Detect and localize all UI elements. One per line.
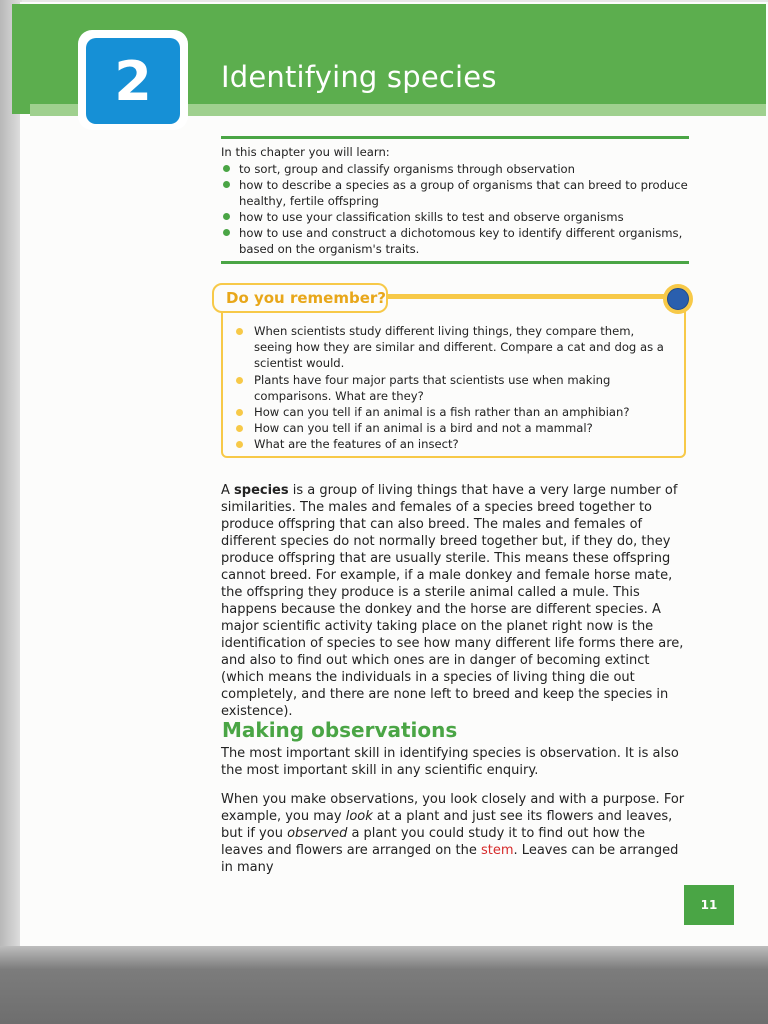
bullet-icon (223, 181, 230, 188)
learn-list (221, 161, 691, 257)
list-item: How can you tell if an animal is a fish rather than an amphibian? (236, 404, 676, 420)
observations-paragraph-2: When you make observations, you look closely and with a purpose. For example, you may look at a plant and just see its flowers and leaves, but if you observed a plant you could study it to find out how the leaves and flowers are arranged on the stem. Leaves can be arranged in many (221, 792, 685, 875)
keyword-stem[interactable]: stem (481, 843, 514, 858)
bullet-icon (236, 425, 243, 432)
scan-bottom-shadow (0, 946, 768, 1024)
remember-circle-inner-icon (667, 288, 689, 310)
bullet-icon (236, 409, 243, 416)
bullet-icon (236, 377, 243, 384)
list-item: What are the features of an insect? (236, 436, 676, 452)
remember-list (236, 323, 676, 453)
section-heading: Making observations (222, 718, 458, 742)
bullet-icon (223, 213, 230, 220)
bullet-icon (236, 441, 243, 448)
bullet-icon (223, 165, 230, 172)
list-item: How can you tell if an animal is a bird and not a mammal? (236, 420, 676, 436)
list-item: When scientists study different living things, they compare them, seeing how they are similar and different. Compare a cat and dog as a scientist would. (236, 323, 676, 372)
list-item: how to use and construct a dichotomous key to identify different organisms, based on the organism's traits. (221, 225, 691, 257)
learn-top-rule (221, 136, 689, 139)
page-number: 11 (684, 885, 734, 925)
remember-top-line (386, 296, 666, 299)
bullet-icon (236, 328, 243, 335)
list-item: Plants have four major parts that scientists use when making comparisons. What are they? (236, 372, 676, 404)
species-paragraph: A species is a group of living things that have a very large number of similarities. The males and females of a species breed together to produce offspring that can also breed. The males and females of different species do not normally breed together but, if they do, they produce offspring that are usually sterile. This means these offspring cannot breed. For example, if a male donkey and female horse mate, the offspring they produce is a sterile animal called a mule. This happens because the donkey and the horse are different species. A major scientific activity taking place on the planet right now is the identification of species to see how many different life forms there are, and also to find out which ones are in danger of becoming extinct (which means the individuals in a species of living thing die out completely, and there are none left to breed and keep the species in existence). (221, 483, 684, 719)
bullet-icon (223, 229, 230, 236)
list-item: to sort, group and classify organisms through observation (221, 161, 691, 177)
chapter-title: Identifying species (221, 60, 497, 94)
keyword-species: species (234, 483, 289, 498)
list-item: how to use your classification skills to test and observe organisms (221, 209, 691, 225)
learn-intro: In this chapter you will learn: (221, 145, 390, 159)
list-item: how to describe a species as a group of organisms that can breed to produce healthy, fertile offspring (221, 177, 691, 209)
remember-title: Do you remember? (212, 283, 388, 313)
page-gutter-shadow (0, 0, 22, 946)
chapter-number: 2 (86, 38, 180, 124)
learn-bottom-rule (221, 261, 689, 264)
observations-paragraph-1: The most important skill in identifying species is observation. It is also the most important skill in any scientific enquiry. (221, 746, 679, 778)
